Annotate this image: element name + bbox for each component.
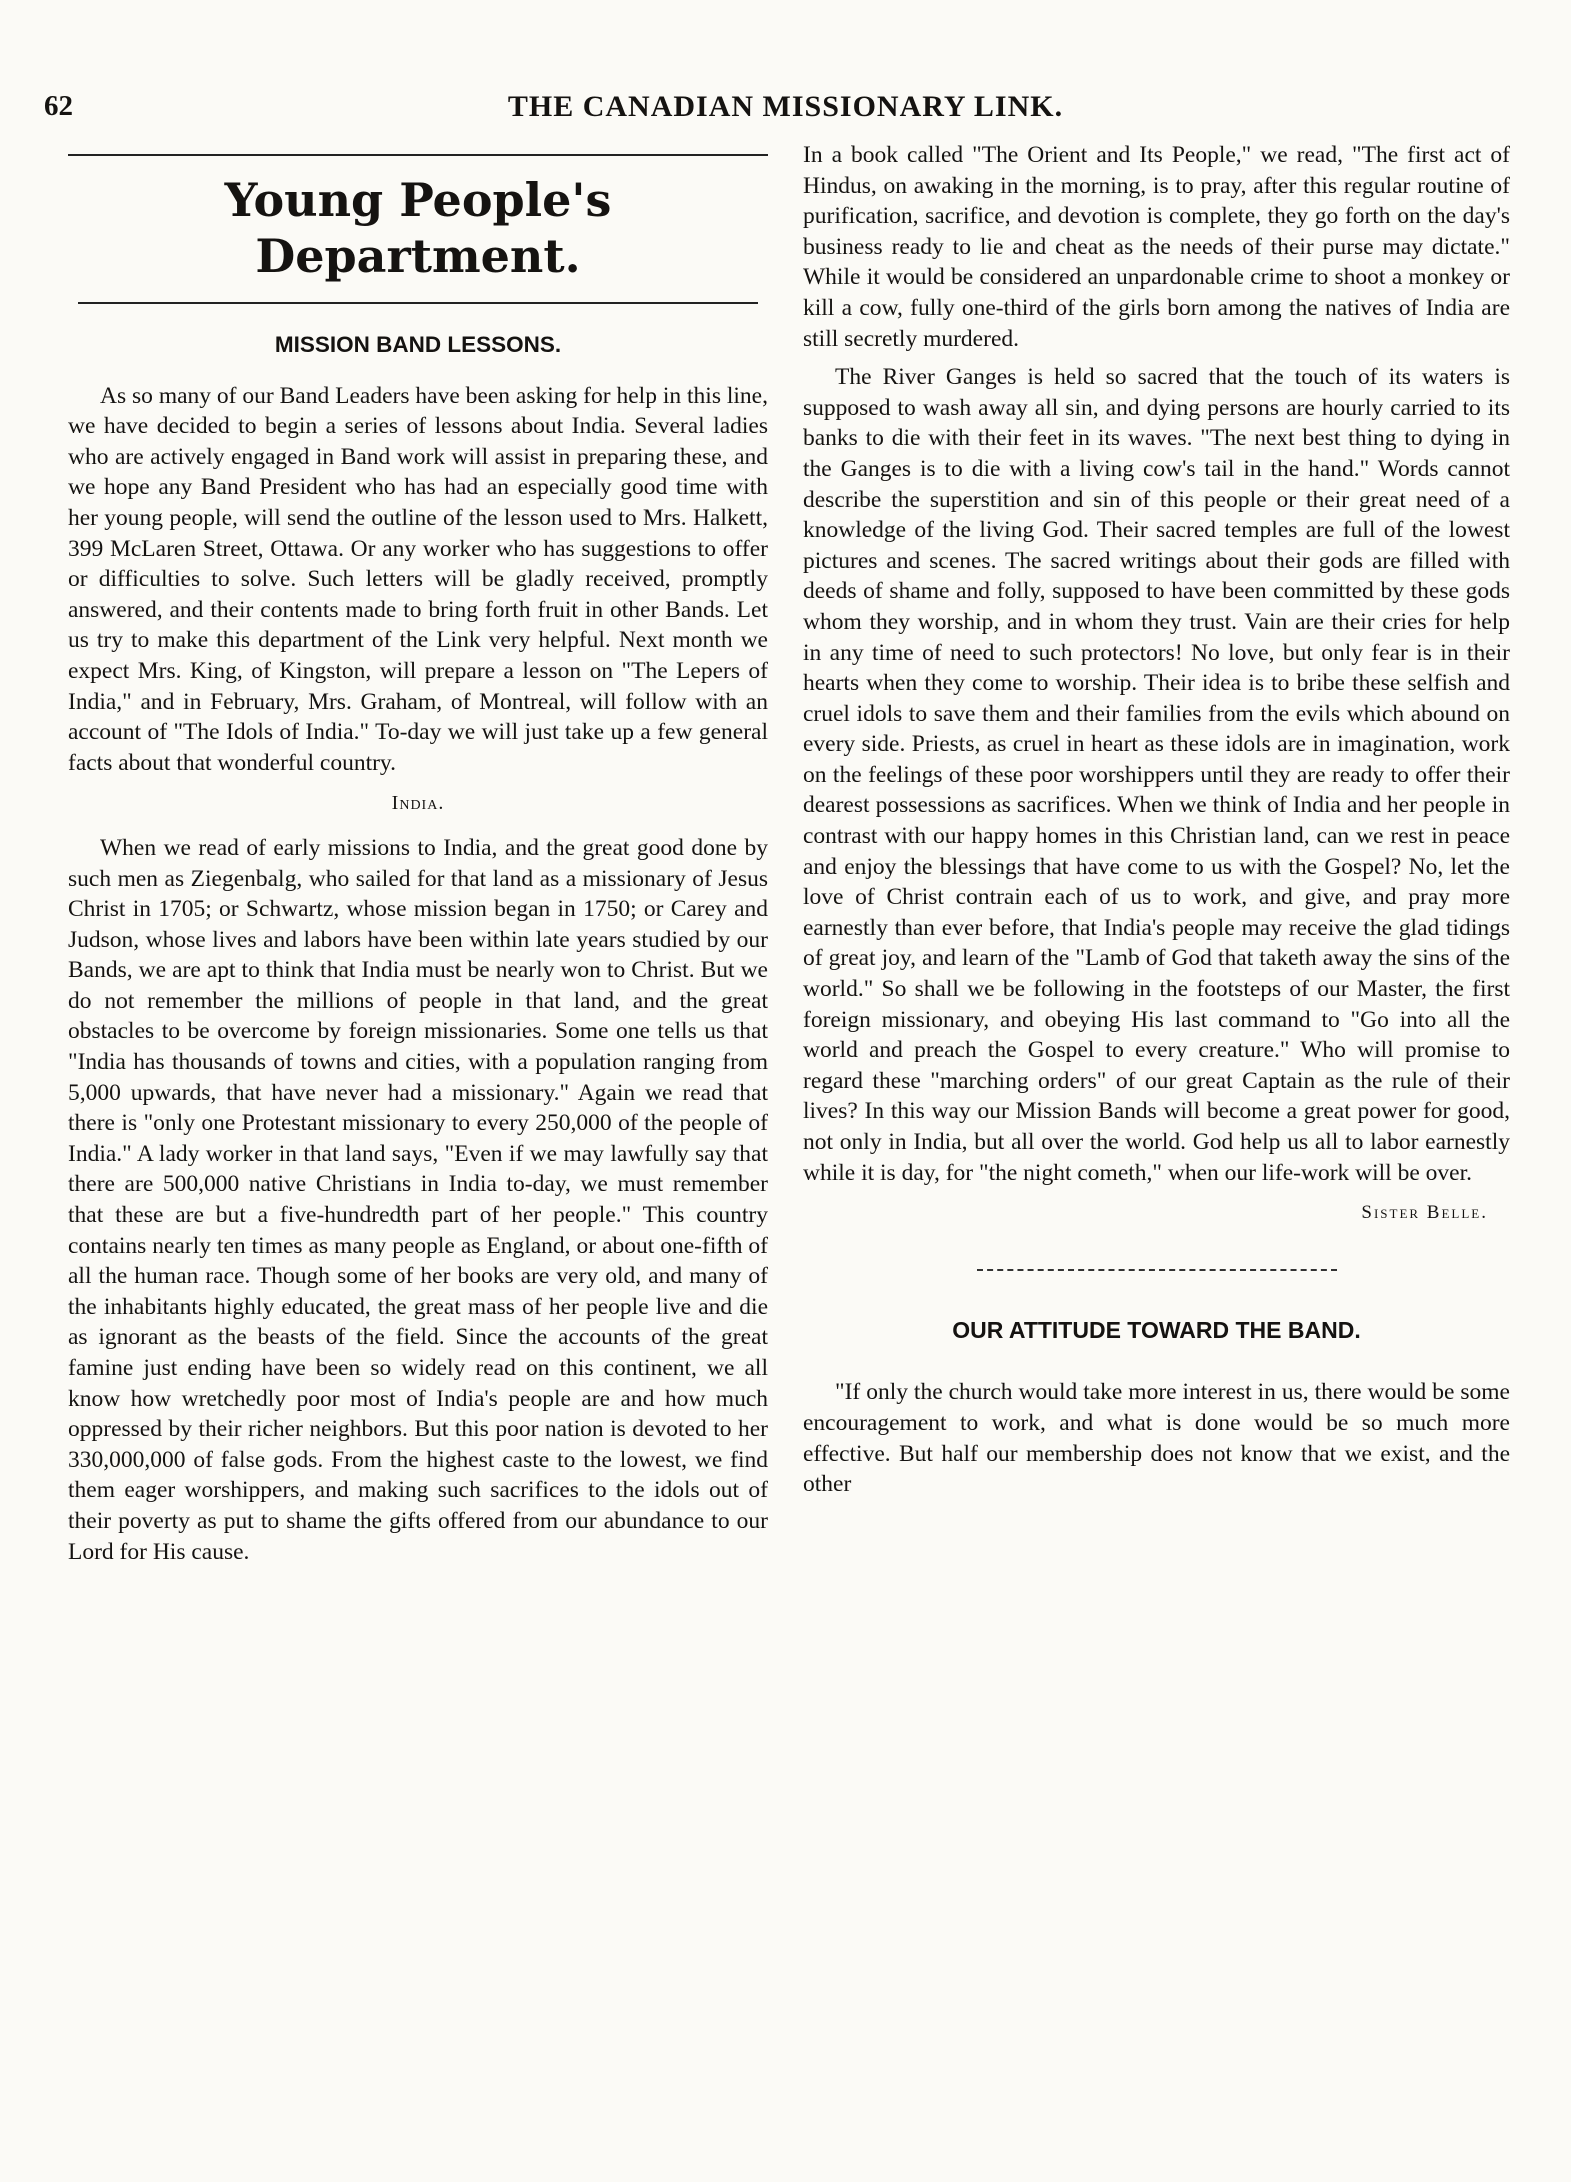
- india-paragraph-right-1: In a book called "The Orient and Its People," we read, "The first act of Hindus, on awaking in the morning, is to pray, after this regular routine of purification, sacrifice, and devotion is complete, they go forth on the day's business ready to lie and cheat as the needs of their purse may dictate." While it would be considered an unpardonable crime to shoot a monkey or kill a cow, fully one-third of the girls born among the natives of India are still secretly murdered.: [803, 142, 1510, 352]
- top-rule: [68, 154, 768, 156]
- signature: Sister Belle.: [1361, 1202, 1488, 1224]
- left-column: [68, 140, 768, 1575]
- section-divider: [977, 1269, 1337, 1271]
- running-title: THE CANADIAN MISSIONARY LINK.: [507, 90, 1064, 123]
- mission-band-paragraph: As so many of our Band Leaders have been asking for help in this line, we have decided to begin a series of lessons about India. Several ladies who are actively engaged in Band work will assist in preparing these, and we hope any Band President who has had an especially good time with her young people, will send the outline of the lesson used to Mrs. Halkett, 399 McLaren Street, Ottawa. Or any worker who has suggestions to offer or difficulties to solve. Such letters will be gladly received, promptly answered, and their contents made to bring forth fruit in other Bands. Let us try to make this department of the Link very helpful. Next month we expect Mrs. King, of Kingston, will prepare a lesson on "The Lepers of India," and in February, Mrs. Graham, of Montreal, will follow with an account of "The Idols of India." To-day we will just take up a few general facts about that wonderful country.: [68, 382, 768, 776]
- department-title: Young People's Department.: [224, 173, 612, 283]
- page-header: [0, 90, 1571, 140]
- india-paragraph-left: When we read of early missions to India, and the great good done by such men as Ziegenbalg, who sailed for that land as a missionary of Jesus Christ in 1705; or Schwartz, whose mission began in 1750; or Carey and Judson, whose lives and labors have been within late years studied by our Bands, we are apt to think that India must be nearly won to Christ. But we do not remember the millions of people in that land, and the great obstacles to be overcome by foreign missionaries. Some one tells us that "India has thousands of towns and cities, with a population ranging from 5,000 upwards, that have never had a missionary." Again we read that there is "only one Protestant missionary to every 250,000 of the people of India." A lady worker in that land says, "Even if we may lawfully say that there are 500,000 native Christians in India to-day, we must remember that these are but a five-hundredth part of her people." This country contains nearly ten times as many people as England, or about one-fifth of all the human race. Though some of her books are very old, and many of the inhabitants highly educated, the great mass of her people live and die as ignorant as the beasts of the field. Since the accounts of the great famine just ending have been so widely read on this continent, we all know how wretchedly poor most of India's people are and how much oppressed by their richer neighbors. But this poor nation is devoted to her 330,000,000 of false gods. From the highest caste to the lowest, we find them eager worshippers, and making such sacrifices to the idols out of their poverty as put to shame the gifts offered from our abundance to our Lord for His cause.: [68, 834, 768, 1565]
- india-paragraph-right-2: The River Ganges is held so sacred that the touch of its waters is supposed to wash away all sin, and dying persons are hourly carried to its banks to die with their feet in its waves. "The next best thing to dying in the Ganges is to die with a living cow's tail in the hand." Words cannot describe the superstition and sin of this people or their great need of a knowledge of the living God. Their sacred temples are full of the lowest pictures and scenes. The sacred writings about their gods are filled with deeds of shame and folly, supposed to have been committed by these gods whom they worship, and in whom they trust. Vain are their cries for help in any time of need to such protectors! No love, but only fear is in their hearts when they come to worship. Their idea is to bribe these selfish and cruel idols to save them and their families from the evils which abound on every side. Priests, as cruel in heart as these idols are in imagination, work on the feelings of these poor worshippers until they are ready to offer their dearest possessions as sacrifices. When we think of India and her people in contrast with our happy homes in this Christian land, can we rest in peace and enjoy the blessings that have come to us with the Gospel? No, let the love of Christ contrain each of us to work, and give, and pray more earnestly than ever before, that India's people may receive the glad tidings of great joy, and learn of the "Lamb of God that taketh away the sins of the world." So shall we be following in the footsteps of our Master, the first foreign missionary, and obeying His last command to "Go into all the world and preach the Gospel to every creature." Who will promise to regard these "marching orders" of our great Captain as the rule of their lives? In this way our Mission Bands will become a great power for good, not only in India, but all over the world. God help us all to labor earnestly while it is day, for "the night cometh," when our life-work will be over.: [803, 364, 1510, 1186]
- department-rule: [78, 302, 758, 304]
- attitude-paragraph: "If only the church would take more interest in us, there would be some encouragement to work, and what is done would be so much more effective. But half our membership does not know that we exist, and the other: [803, 1379, 1510, 1498]
- right-column: [803, 140, 1510, 1508]
- mission-band-heading: MISSION BAND LESSONS.: [274, 332, 562, 357]
- attitude-heading: OUR ATTITUDE TOWARD THE BAND.: [952, 1316, 1361, 1343]
- page-number: 62: [44, 90, 73, 122]
- india-heading: India.: [391, 792, 445, 815]
